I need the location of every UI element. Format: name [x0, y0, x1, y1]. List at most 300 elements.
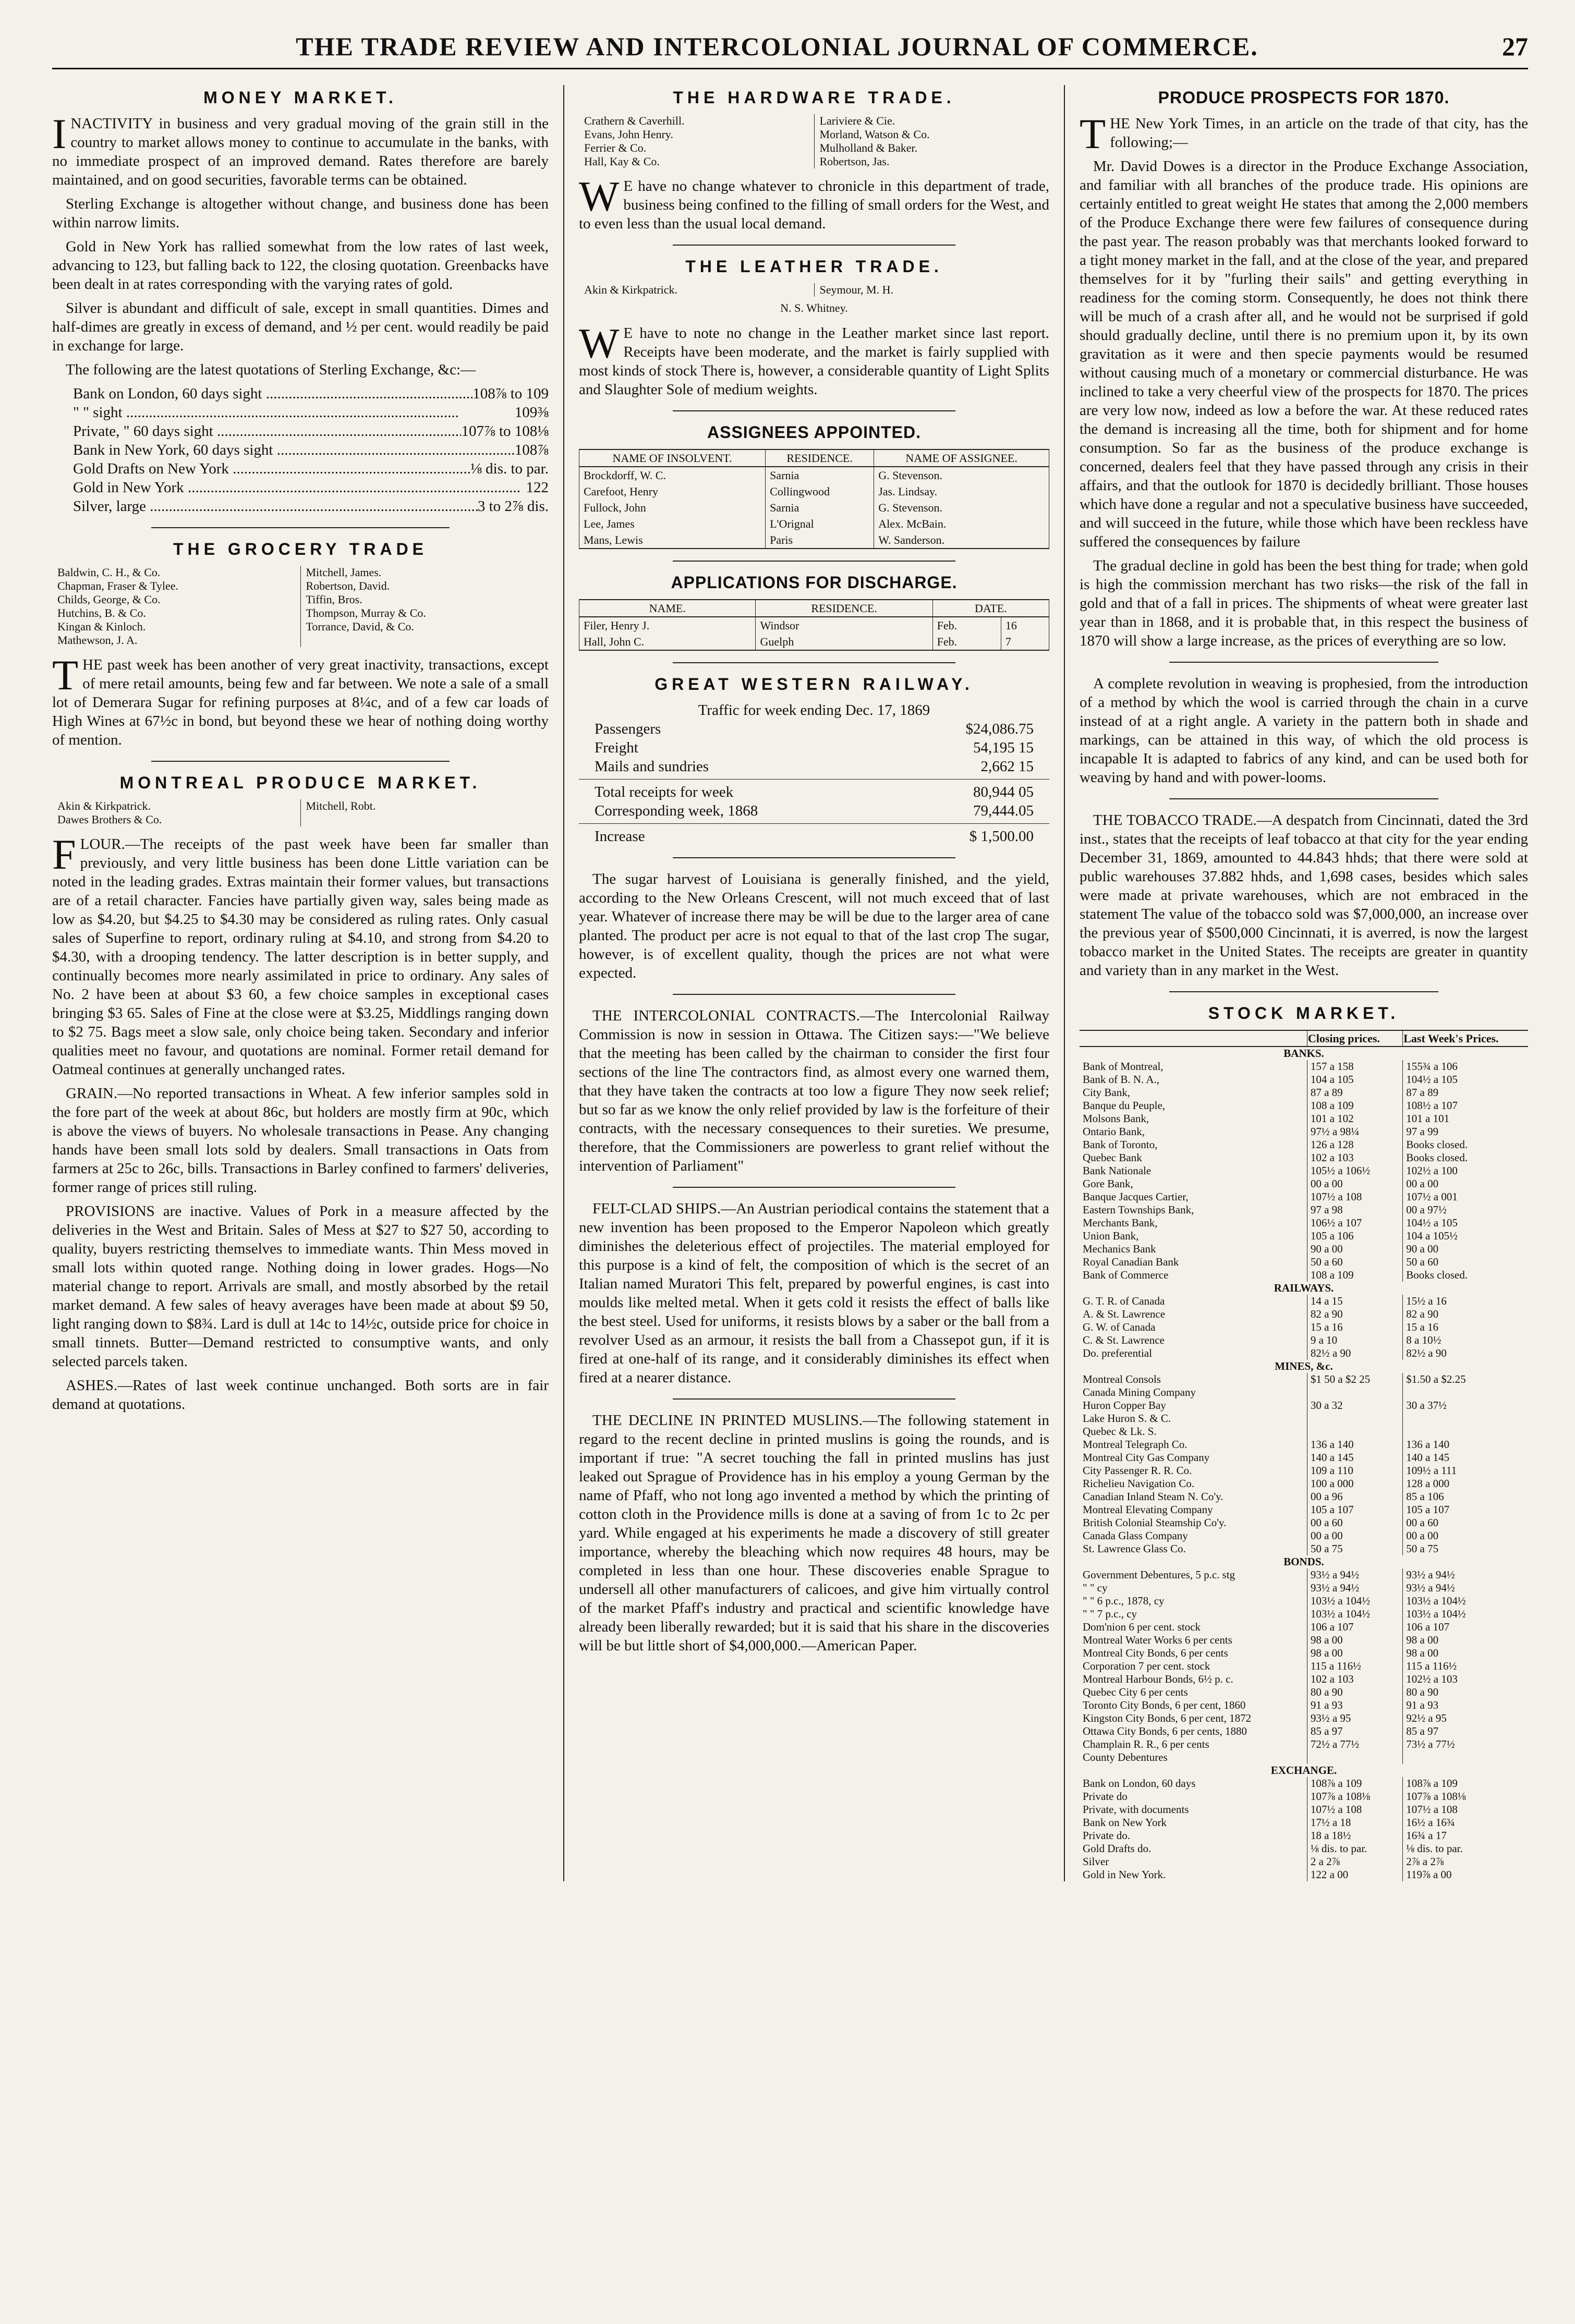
last-week-price: 97 a 99: [1406, 1125, 1439, 1138]
grocery-heading: THE GROCERY TRADE: [173, 540, 428, 558]
last-week-price: 00 a 00: [1406, 1529, 1439, 1542]
stock-name: Kingston City Bonds, 6 per cent, 1872: [1080, 1712, 1307, 1725]
last-week-price: 98 a 00: [1406, 1647, 1439, 1659]
tobacco-paragraph: THE TOBACCO TRADE.—A despatch from Cincinnati, dated the 3rd inst., states that the receipts of leaf tobacco at that city for the year ending December 31, 1869, amounted to 44.843 hhds; that there were sold at public warehouses 37.882 hhds, and 1,698 cases, besides which sales were made at private warehouses, which are not embraced in the statement The value of the tobacco sold was $7,000,000, an increase over the previous year of $500,000 Cincinnati, it is averred, is now the largest tobacco market in the United States. The receipts are greater in quantity and variety than in any market in the West.: [1080, 812, 1528, 979]
produce-flour: FLOUR.—The receipts of the past week have been far smaller than previously, and very little business has been done Little variation can be noted in the leading grades. Extras maintain their former values, but transactions are of a retail character. Fancies have partially given way, sales being made as low as $4.20, but $4.25 to $4.30 may be considered as ruling rates. Only casual sales of Superfine to report, ordinary ruling at $4.10, and strong from $4.20 to $4.30, with a drooping tendency. The latter description is in better supply, and continually becomes more nearly assimilated in price to ordinary. Any sales of No. 2 have been at about $3 60, a few choice samples in exceptional cases bringing $3 65. Sales of Fine at the close were at $3.25, Middlings ranging down to $2 75. Bags meet a slow sale, only choice being taken. Secondary and inferior qualities meet no favour, and quotations are nominal. Former retail demand for Oatmeal continues at generally unchanged rates.: [52, 831, 549, 1078]
railway-sub: Traffic for week ending Dec. 17, 1869: [698, 702, 930, 719]
stock-name: Canada Glass Company: [1080, 1529, 1307, 1542]
closing-price: [1307, 1386, 1402, 1399]
table-row: [1080, 1686, 1528, 1699]
table-row: [1080, 1842, 1528, 1855]
table-row: [1080, 1725, 1528, 1738]
traffic-row: Passengers $24,086.75: [595, 721, 1034, 737]
leather-name-center: N. S. Whitney.: [780, 301, 848, 314]
table-row: [1080, 1060, 1528, 1073]
closing-price: 103½ a 104½: [1307, 1608, 1402, 1621]
divider: [673, 857, 955, 858]
names-right: Mitchell, James. Robertson, David. Tiffin, Bros. Thompson, Murray & Co. Torrance, David, & Co.: [300, 566, 549, 647]
closing-price: 91 a 93: [1307, 1699, 1402, 1712]
stock-name: City Passenger R. R. Co.: [1080, 1464, 1307, 1477]
closing-price: 17½ a 18: [1307, 1816, 1402, 1829]
last-week-price: 15½ a 16: [1406, 1295, 1447, 1307]
table-row: [1080, 1177, 1528, 1190]
table-row: [1080, 1581, 1528, 1595]
stock-name: Ottawa City Bonds, 6 per cents, 1880: [1080, 1725, 1307, 1738]
table-row: [1080, 1634, 1528, 1647]
quote-row: Bank on London, 60 days sight ..... 108⅞ to 109: [73, 384, 549, 403]
last-week-price: 101 a 101: [1406, 1112, 1450, 1125]
col-last-week: Last Week's Prices.: [1403, 1030, 1528, 1047]
money-p2: Sterling Exchange is altogether without change, and business done has been within narrow limits.: [52, 196, 549, 231]
sterling-quotes: [73, 384, 549, 516]
table-row: [1080, 1373, 1528, 1386]
last-week-price: 102½ a 103: [1406, 1673, 1458, 1685]
last-week-price: 104½ a 105: [1406, 1073, 1458, 1086]
closing-price: 107½ a 108: [1307, 1190, 1402, 1203]
divider: [673, 662, 955, 663]
table-row: [1080, 1503, 1528, 1516]
stock-name: Bank of B. N. A.,: [1080, 1073, 1307, 1086]
table-row: [1080, 1295, 1528, 1308]
table-row: [1080, 1256, 1528, 1269]
stock-name: Bank of Montreal,: [1080, 1060, 1307, 1073]
produce-heading: MONTREAL PRODUCE MARKET.: [119, 773, 481, 792]
stock-name: Gore Bank,: [1080, 1177, 1307, 1190]
stock-name: Dom'nion 6 per cent. stock: [1080, 1621, 1307, 1634]
closing-price: 50 a 60: [1307, 1256, 1402, 1269]
stock-name: Quebec City 6 per cents: [1080, 1686, 1307, 1699]
closing-price: 103½ a 104½: [1307, 1595, 1402, 1608]
divider: [673, 1187, 955, 1188]
last-week-price: 102½ a 100: [1406, 1164, 1458, 1177]
last-week-price: 107½ a 001: [1406, 1190, 1458, 1203]
stock-name: City Bank,: [1080, 1086, 1307, 1099]
stock-name: Mechanics Bank: [1080, 1243, 1307, 1256]
divider: [151, 527, 449, 528]
last-week-price: 73½ a 77½: [1406, 1738, 1455, 1750]
closing-price: [1307, 1751, 1402, 1764]
stock-name: Private, with documents: [1080, 1803, 1307, 1816]
last-week-price: 90 a 00: [1406, 1243, 1439, 1255]
table-row: [1080, 1490, 1528, 1503]
leather-heading: THE LEATHER TRADE.: [685, 257, 943, 276]
table-row: [1080, 1399, 1528, 1412]
closing-price: 00 a 60: [1307, 1516, 1402, 1529]
stock-name: Canadian Inland Steam N. Co'y.: [1080, 1490, 1307, 1503]
column-3: [1064, 85, 1528, 1881]
stock-name: Ontario Bank,: [1080, 1125, 1307, 1138]
last-week-price: 00 a 00: [1406, 1177, 1439, 1190]
closing-price: 100 a 000: [1307, 1477, 1402, 1490]
last-week-price: 93½ a 94½: [1406, 1581, 1455, 1594]
quote-row: Gold in New York ..... 122: [73, 478, 549, 497]
quote-row: Bank in New York, 60 days sight ..... 108⅞: [73, 441, 549, 459]
table-row: [1080, 1203, 1528, 1216]
closing-price: 136 a 140: [1307, 1438, 1402, 1451]
closing-price: 00 a 00: [1307, 1529, 1402, 1542]
stock-name: Quebec Bank: [1080, 1151, 1307, 1164]
hardware-names: Crathern & Caverhill. Evans, John Henry. Ferrier & Co. Hall, Kay & Co. Lariviere & Cie. Morland, Watson & Co. Mulholland & Baker. Robertson, Jas.: [579, 114, 1049, 168]
table-row: [1080, 1216, 1528, 1230]
closing-price: 101 a 102: [1307, 1112, 1402, 1125]
table-row: [1080, 1321, 1528, 1334]
col-closing: Closing prices.: [1307, 1030, 1402, 1047]
last-week-price: 15 a 16: [1406, 1321, 1439, 1333]
closing-price: 107⅞ a 108⅛: [1307, 1790, 1402, 1803]
last-week-price: 155¾ a 106: [1406, 1060, 1458, 1073]
quote-row: Gold Drafts on New York ..... ⅛ dis. to par.: [73, 459, 549, 478]
produce-grain: GRAIN.—No reported transactions in Wheat. A few inferior samples sold in the fore part of the week at about 86c, but holders are mostly firm at 90c, which is above the views of buyers. No wholesale transactions in Pease. Any changing hands have been small lots sold by dealers. Small transactions in Oats from farmers at 25c to 26c, bills. Transactions in Barley confined to farmers' deliveries, former range of prices still ruling.: [52, 1085, 549, 1196]
table-row: [1080, 1230, 1528, 1243]
table-row: [1080, 1738, 1528, 1751]
stock-name: " " 6 p.c., 1878, cy: [1080, 1595, 1307, 1608]
table-row: Brockdorff, W. C. Sarnia G. Stevenson.: [579, 467, 1049, 483]
table-row: [1080, 1673, 1528, 1686]
table-row: [1080, 1308, 1528, 1321]
prospects-p2: Mr. David Dowes is a director in the Produce Exchange Association, and familiar with all branches of the produce trade. His opinions are certainly entitled to great weight He states that among the 2,000 members of the Produce Exchange there were few failures of consequence during the past year. The reason probably was that merchants looked forward to a tight money market in the fall, and at the close of the year, and prepared themselves for it by "furling their sails" and getting everything in readiness for the coming storm. Consequently, he does not think there will be much of a crash after all, and he would not be surprised if gold should gradually decline, until there is no premium upon it, by its own gravitation as it were and then specie payments would be resumed without causing much of a monetary or commercial disturbance. He was inclined to take a very cheerful view of the prospects for 1870. The prices are very low now, indeed as low a before the war. At these reduced rates the demand is increasing all the time, both for shipment and for home consumption. So far as the business of the produce exchange is concerned, dealers feel that they have passed through any crisis in their affairs, and that the outlook for 1870 is decidedly brilliant. Those houses which have done a regular and not a speculative business have succeeded, and will succeed in the future, while those which have been reckless have suffered the consequences by failure: [1080, 158, 1528, 550]
last-week-price: [1403, 1425, 1528, 1438]
stock-name: Richelieu Navigation Co.: [1080, 1477, 1307, 1490]
stock-name: Montreal Elevating Company: [1080, 1503, 1307, 1516]
table-row: [1080, 1099, 1528, 1112]
last-week-price: 80 a 90: [1406, 1686, 1439, 1698]
divider: [673, 1398, 955, 1400]
last-week-price: 50 a 60: [1406, 1256, 1439, 1268]
leather-names: Akin & Kirkpatrick. Seymour, M. H.: [579, 283, 1049, 297]
discharge-heading: APPLICATIONS FOR DISCHARGE.: [671, 573, 958, 592]
table-row: Hall, John C. Guelph Feb. 7: [579, 634, 1049, 650]
stock-section-title: RAILWAYS.: [1274, 1282, 1334, 1294]
sugar-paragraph: The sugar harvest of Louisiana is generally finished, and the yield, according to the New Orleans Crescent, will not much exceed that of last year. Whatever of increase there may be will be due to the larger area of cane planted. The product per acre is not equal to that of the last crop The sugar, however, is of excellent quality, though the prices are not what were expected.: [579, 871, 1049, 981]
last-week-price: Books closed.: [1406, 1138, 1468, 1151]
table-row: [1080, 1269, 1528, 1282]
stock-name: Montreal City Bonds, 6 per cents: [1080, 1647, 1307, 1660]
money-heading: MONEY MARKET.: [203, 88, 397, 107]
divider: [673, 245, 955, 246]
table-row: [1080, 1529, 1528, 1542]
last-week-price: 16¾ a 17: [1406, 1829, 1447, 1842]
table-row: Mans, Lewis Paris W. Sanderson.: [579, 532, 1049, 549]
page-title: THE TRADE REVIEW AND INTERCOLONIAL JOURNAL OF COMMERCE.: [296, 32, 1258, 61]
last-week-price: 103½ a 104½: [1406, 1608, 1466, 1620]
last-week-price: 103½ a 104½: [1406, 1595, 1466, 1607]
table-row: [1080, 1347, 1528, 1360]
table-row: [1080, 1386, 1528, 1399]
table-row: [1080, 1516, 1528, 1529]
table-row: [1080, 1086, 1528, 1099]
table-row: Filer, Henry J. Windsor Feb. 16: [579, 617, 1049, 634]
closing-price: 30 a 32: [1307, 1399, 1402, 1412]
quote-row: Private, " 60 days sight ..... 107⅞ to 108⅛: [73, 422, 549, 441]
last-week-price: 00 a 97½: [1406, 1203, 1447, 1216]
stock-body: [1080, 1047, 1528, 1881]
closing-price: ⅛ dis. to par.: [1307, 1842, 1402, 1855]
names-left: Baldwin, C. H., & Co. Chapman, Fraser & Tylee. Childs, George, & Co. Hutchins, B. & Co. Kingan & Kinloch. Mathewson, J. A.: [57, 566, 179, 647]
closing-price: 108 a 109: [1307, 1099, 1402, 1112]
divider: [673, 561, 955, 562]
stock-name: Corporation 7 per cent. stock: [1080, 1660, 1307, 1673]
traffic-row: Freight 54,195 15: [595, 739, 1034, 756]
closing-price: 106 a 107: [1307, 1621, 1402, 1634]
last-week-price: ⅛ dis. to par.: [1406, 1842, 1463, 1855]
stock-name: Montreal Telegraph Co.: [1080, 1438, 1307, 1451]
masthead: [52, 31, 1528, 69]
table-row: [1080, 1425, 1528, 1438]
quote-row: Silver, large ..... 3 to 2⅞ dis.: [73, 497, 549, 516]
table-row: [1080, 1243, 1528, 1256]
table-row: [1080, 1712, 1528, 1725]
produce-ashes: ASHES.—Rates of last week continue unchanged. Both sorts are in fair demand at quotations.: [52, 1377, 549, 1413]
closing-price: 115 a 116½: [1307, 1660, 1402, 1673]
produce-names: Akin & Kirkpatrick. Dawes Brothers & Co. Mitchell, Robt.: [52, 799, 549, 826]
last-week-price: 107½ a 108: [1406, 1803, 1458, 1816]
table-row: Carefoot, Henry Collingwood Jas. Lindsay.: [579, 483, 1049, 500]
produce-provisions: PROVISIONS are inactive. Values of Pork in a measure affected by the deliveries in the West and Britain. Sales of Mess at $27 to $27 50, according to quality, buyers restricting themselves to immediate wants. Thin Mess moved in small lots within quoted range. Nothing doing in lower grades. Hogs—No material change to report. Arrivals are small, and mostly absorbed by the retail market demand. A few sales of heavy averages have been made at about $9 50, light ranging down to $8¾. Lard is dull at 14c to 14½c, outside price for choice in small tinnets. Butter—Demand restricted to consumptive wants, and only selected parcels taken.: [52, 1203, 549, 1370]
traffic-row: Mails and sundries 2,662 15: [595, 758, 1034, 775]
stock-section-title: BONDS.: [1283, 1555, 1324, 1568]
stock-name: " " 7 p.c., cy: [1080, 1608, 1307, 1621]
stock-name: Montreal City Gas Company: [1080, 1451, 1307, 1464]
last-week-price: $1.50 a $2.25: [1406, 1373, 1466, 1385]
table-row: [1080, 1112, 1528, 1125]
railway-heading: GREAT WESTERN RAILWAY.: [655, 675, 974, 693]
table-row: [1080, 1151, 1528, 1164]
last-week-price: 119⅞ a 00: [1406, 1868, 1452, 1881]
stock-name: G. T. R. of Canada: [1080, 1295, 1307, 1308]
muslins-paragraph: THE DECLINE IN PRINTED MUSLINS.—The following statement in regard to the recent decline in printed muslins is going the rounds, and is important if true: "A secret touching the fall in printed muslins has just leaked out Sprague of Providence has in his employ a young German by the name of Pfaff, who not long ago invented a method by which the printing of cotton cloth in the Providence mills is done at a saving of from 1c to 2c per yard. While engaged at his experiments he made a discovery of still greater importance, whereby the bleaching which now requires 48 hours, may be completed in less than one hour. These discoveries enable Sprague to undersell all other manufacturers of calicoes, and give him virtually control of the market Pfaff's industry and practical and scientific knowledge have already been liberally rewarded; but it is said that his share in the discoveries will be but little short of $4,000,000.—American Paper.: [579, 1412, 1049, 1654]
stock-name: Banque Jacques Cartier,: [1080, 1190, 1307, 1203]
closing-price: [1307, 1412, 1402, 1425]
last-week-price: 2⅞ a 2⅞: [1406, 1855, 1444, 1868]
last-week-price: [1403, 1386, 1528, 1399]
railway-traffic: [579, 720, 1049, 846]
quote-row: " " sight ..... 109⅜: [73, 403, 549, 422]
prospects-p1: THE New York Times, in an article on the trade of that city, has the following;—: [1080, 110, 1528, 157]
closing-price: 106½ a 107: [1307, 1216, 1402, 1230]
last-week-price: 109½ a 111: [1406, 1464, 1457, 1477]
closing-price: 109 a 110: [1307, 1464, 1402, 1477]
table-row: [1080, 1751, 1528, 1764]
stock-name: County Debentures: [1080, 1751, 1307, 1764]
contracts-paragraph: THE INTERCOLONIAL CONTRACTS.—The Intercolonial Railway Commission is now in session in Ottawa. The Citizen says:—"We believe that the meeting has been called by the chairman to consider the first four sections of the line The contractors find, as almost every one warned them, that they have taken the contracts at too low a figure They now seek relief; but so far as we know the only relief provided by law is the forfeiture of their contracts, with the necessary consequences to their sureties. We presume, therefore, that the Commissioners are powerless to grant relief without the intervention of Parliament": [579, 1007, 1049, 1174]
closing-price: 93½ a 94½: [1307, 1581, 1402, 1595]
divider: [1169, 798, 1438, 799]
last-week-price: 16½ a 16¾: [1406, 1816, 1455, 1829]
last-week-price: 128 a 000: [1406, 1477, 1450, 1490]
stock-name: Lake Huron S. & C.: [1080, 1412, 1307, 1425]
last-week-price: 105 a 107: [1406, 1503, 1450, 1516]
stock-name: British Colonial Steamship Co'y.: [1080, 1516, 1307, 1529]
closing-price: 00 a 00: [1307, 1177, 1402, 1190]
table-row: [1080, 1190, 1528, 1203]
money-p3: Gold in New York has rallied somewhat from the low rates of last week, advancing to 123, but falling back to 122, the closing quotation. Greenbacks have been dealt in at rates corresponding with the varying rates of gold.: [52, 238, 549, 293]
table-row: [1080, 1568, 1528, 1581]
table-row: [1080, 1464, 1528, 1477]
table-row: [1080, 1790, 1528, 1803]
table-row: [1080, 1621, 1528, 1634]
assignees-heading: ASSIGNEES APPOINTED.: [707, 423, 921, 442]
table-row: [1080, 1477, 1528, 1490]
grocery-names: [52, 566, 549, 647]
closing-price: 97½ a 98¼: [1307, 1125, 1402, 1138]
column-1: [52, 85, 563, 1881]
last-week-price: 82½ a 90: [1406, 1347, 1447, 1359]
stock-name: Gold Drafts do.: [1080, 1842, 1307, 1855]
stock-section-title: BANKS.: [1283, 1047, 1324, 1060]
table-row: Lee, James L'Orignal Alex. McBain.: [579, 516, 1049, 532]
stock-name: Bank of Toronto,: [1080, 1138, 1307, 1151]
closing-price: [1307, 1425, 1402, 1438]
table-row: [1080, 1647, 1528, 1660]
leather-p1: WE have to note no change in the Leather market since last report. Receipts have been moderate, and the market is fairly supplied with most kinds of stock There is, however, a considerable quantity of Light Splits and Slaughter Sole of medium weights.: [579, 320, 1049, 398]
closing-price: 157 a 158: [1307, 1060, 1402, 1073]
closing-price: 126 a 128: [1307, 1138, 1402, 1151]
traffic-corresponding: Corresponding week, 1868 79,444.05: [595, 802, 1034, 819]
last-week-price: 00 a 60: [1406, 1516, 1439, 1529]
table-row: [1080, 1777, 1528, 1790]
weaving-paragraph: A complete revolution in weaving is prophesied, from the introduction of a method by which the wool is carried through the chain in a curve instead of at a right angle. A variety in the pattern both in shade and markings, can be attained in this way, of which the old process is incapable It is adapted to fabrics of any kind, and can be used both for weaving by hand and with power-looms.: [1080, 675, 1528, 786]
last-week-price: 108½ a 107: [1406, 1099, 1458, 1112]
stock-name: Do. preferential: [1080, 1347, 1307, 1360]
table-row: [1080, 1334, 1528, 1347]
closing-price: 87 a 89: [1307, 1086, 1402, 1099]
prospects-heading: PRODUCE PROSPECTS FOR 1870.: [1158, 88, 1450, 107]
closing-price: 82½ a 90: [1307, 1347, 1402, 1360]
closing-price: 82 a 90: [1307, 1308, 1402, 1321]
last-week-price: 115 a 116½: [1406, 1660, 1457, 1672]
stock-heading: STOCK MARKET.: [1208, 1004, 1400, 1023]
last-week-price: 8 a 10½: [1406, 1334, 1441, 1346]
last-week-price: Books closed.: [1406, 1151, 1468, 1164]
stock-name: C. & St. Lawrence: [1080, 1334, 1307, 1347]
stock-name: Government Debentures, 5 p.c. stg: [1080, 1568, 1307, 1581]
last-week-price: 50 a 75: [1406, 1542, 1439, 1555]
table-row: [1080, 1412, 1528, 1425]
closing-price: 102 a 103: [1307, 1673, 1402, 1686]
discharge-table: NAME. RESIDENCE. DATE. Filer, Henry J. Windsor Feb. 16 Hall, John C. Guelph Feb. 7: [579, 599, 1049, 651]
traffic-increase: Increase $ 1,500.00: [579, 823, 1049, 846]
divider: [1169, 991, 1438, 992]
table-row: [1080, 1595, 1528, 1608]
table-row: [1080, 1073, 1528, 1086]
divider: [1169, 662, 1438, 663]
last-week-price: 82 a 90: [1406, 1308, 1439, 1320]
hardware-p1: WE have no change whatever to chronicle in this department of trade, business being confined to the filling of small orders for the West, and to even less than the usual local demand.: [579, 173, 1049, 232]
stock-name: Bank Nationale: [1080, 1164, 1307, 1177]
last-week-price: 98 a 00: [1406, 1634, 1439, 1646]
stock-name: A. & St. Lawrence: [1080, 1308, 1307, 1321]
closing-price: 97 a 98: [1307, 1203, 1402, 1216]
last-week-price: 85 a 106: [1406, 1490, 1444, 1503]
last-week-price: [1403, 1751, 1528, 1764]
last-week-price: 140 a 145: [1406, 1451, 1450, 1464]
table-row: [1080, 1855, 1528, 1868]
closing-price: 9 a 10: [1307, 1334, 1402, 1347]
stock-name: Bank on New York: [1080, 1816, 1307, 1829]
closing-price: 93½ a 95: [1307, 1712, 1402, 1725]
table-row: [1080, 1816, 1528, 1829]
money-p1: INACTIVITY in business and very gradual moving of the grain still in the country to market allows money to continue to accumulate in the banks, with no immediate prospect of an improved demand. Rates therefore are barely maintained, and on good securities, favorable terms can be obtained.: [52, 110, 549, 188]
last-week-price: 92½ a 95: [1406, 1712, 1447, 1724]
last-week-price: Books closed.: [1406, 1269, 1468, 1281]
closing-price: 107½ a 108: [1307, 1803, 1402, 1816]
table-row: [1080, 1660, 1528, 1673]
last-week-price: 106 a 107: [1406, 1621, 1450, 1633]
money-p4: Silver is abundant and difficult of sale, except in small quantities. Dimes and half-dimes are greatly in excess of demand, and ½ per cent. would readily be paid in exchange for large.: [52, 300, 549, 354]
closing-price: 2 a 2⅞: [1307, 1855, 1402, 1868]
grocery-p1: THE past week has been another of very great inactivity, transactions, except of mere retail amounts, being few and far between. We note a sale of a small lot of Demerara Sugar for refining purposes at 8¼c, and of a few car loads of High Wines at 67½c in bond, but beyond these we hear of nothing doing worthy of mention.: [52, 651, 549, 748]
stock-name: Toronto City Bonds, 6 per cent, 1860: [1080, 1699, 1307, 1712]
stock-table: [1080, 1030, 1528, 1881]
closing-price: 108 a 109: [1307, 1269, 1402, 1282]
assignees-table: NAME OF INSOLVENT. RESIDENCE. NAME OF ASSIGNEE. Brockdorff, W. C. Sarnia G. Stevenson. Carefoot, Henry Collingwood Jas. Lindsay. Fullock, John Sarnia G. Stevenson. Lee, James L'Orignal Alex. McBain. Mans, Lewis Paris W. Sanderson.: [579, 449, 1049, 549]
closing-price: 98 a 00: [1307, 1634, 1402, 1647]
stock-name: Champlain R. R., 6 per cents: [1080, 1738, 1307, 1751]
prospects-p3: The gradual decline in gold has been the best thing for trade; when gold is high the commission merchant has two risks—the risk of the fall in gold and that of a fall in prices. The shipments of wheat were greater last year than in 1868, and it is probable that, in this respect the business of 1870 will show a large increase, as the prices of everything are so low.: [1080, 557, 1528, 649]
stock-name: Huron Copper Bay: [1080, 1399, 1307, 1412]
divider: [673, 994, 955, 995]
table-row: [1080, 1125, 1528, 1138]
table-row: [1080, 1542, 1528, 1555]
closing-price: 50 a 75: [1307, 1542, 1402, 1555]
last-week-price: 87 a 89: [1406, 1086, 1439, 1099]
table-row: [1080, 1451, 1528, 1464]
stock-name: Merchants Bank,: [1080, 1216, 1307, 1230]
closing-price: 105 a 107: [1307, 1503, 1402, 1516]
last-week-price: 30 a 37½: [1406, 1399, 1447, 1412]
stock-section-title: EXCHANGE.: [1270, 1764, 1337, 1777]
table-row: [1080, 1608, 1528, 1621]
closing-price: 105 a 106: [1307, 1230, 1402, 1243]
stock-name: Private do: [1080, 1790, 1307, 1803]
stock-name: " " cy: [1080, 1581, 1307, 1595]
last-week-price: 91 a 93: [1406, 1699, 1439, 1711]
stock-name: Gold in New York.: [1080, 1868, 1307, 1881]
last-week-price: 136 a 140: [1406, 1438, 1450, 1451]
table-row: [1080, 1803, 1528, 1816]
closing-price: 93½ a 94½: [1307, 1568, 1402, 1581]
closing-price: 122 a 00: [1307, 1868, 1402, 1881]
closing-price: 90 a 00: [1307, 1243, 1402, 1256]
last-week-price: 93½ a 94½: [1406, 1568, 1455, 1581]
closing-price: 00 a 96: [1307, 1490, 1402, 1503]
stock-name: Quebec & Lk. S.: [1080, 1425, 1307, 1438]
stock-name: Private do.: [1080, 1829, 1307, 1842]
last-week-price: 104½ a 105: [1406, 1216, 1458, 1229]
stock-name: Silver: [1080, 1855, 1307, 1868]
stock-name: Molsons Bank,: [1080, 1112, 1307, 1125]
divider: [151, 761, 449, 762]
stock-name: Banque du Peuple,: [1080, 1099, 1307, 1112]
table-row: Fullock, John Sarnia G. Stevenson.: [579, 500, 1049, 516]
stock-name: G. W. of Canada: [1080, 1321, 1307, 1334]
closing-price: 18 a 18½: [1307, 1829, 1402, 1842]
stock-name: Union Bank,: [1080, 1230, 1307, 1243]
hardware-heading: THE HARDWARE TRADE.: [673, 88, 955, 107]
last-week-price: 85 a 97: [1406, 1725, 1439, 1737]
closing-price: 104 a 105: [1307, 1073, 1402, 1086]
closing-price: 80 a 90: [1307, 1686, 1402, 1699]
stock-name: Canada Mining Company: [1080, 1386, 1307, 1399]
stock-name: Royal Canadian Bank: [1080, 1256, 1307, 1269]
money-p5: The following are the latest quotations of Sterling Exchange, &c:—: [66, 361, 476, 378]
table-row: [1080, 1699, 1528, 1712]
last-week-price: 107⅞ a 108⅛: [1406, 1790, 1466, 1803]
closing-price: 85 a 97: [1307, 1725, 1402, 1738]
closing-price: $1 50 a $2 25: [1307, 1373, 1402, 1386]
traffic-total: Total receipts for week 80,944 05: [579, 779, 1049, 801]
closing-price: 108⅞ a 109: [1307, 1777, 1402, 1790]
